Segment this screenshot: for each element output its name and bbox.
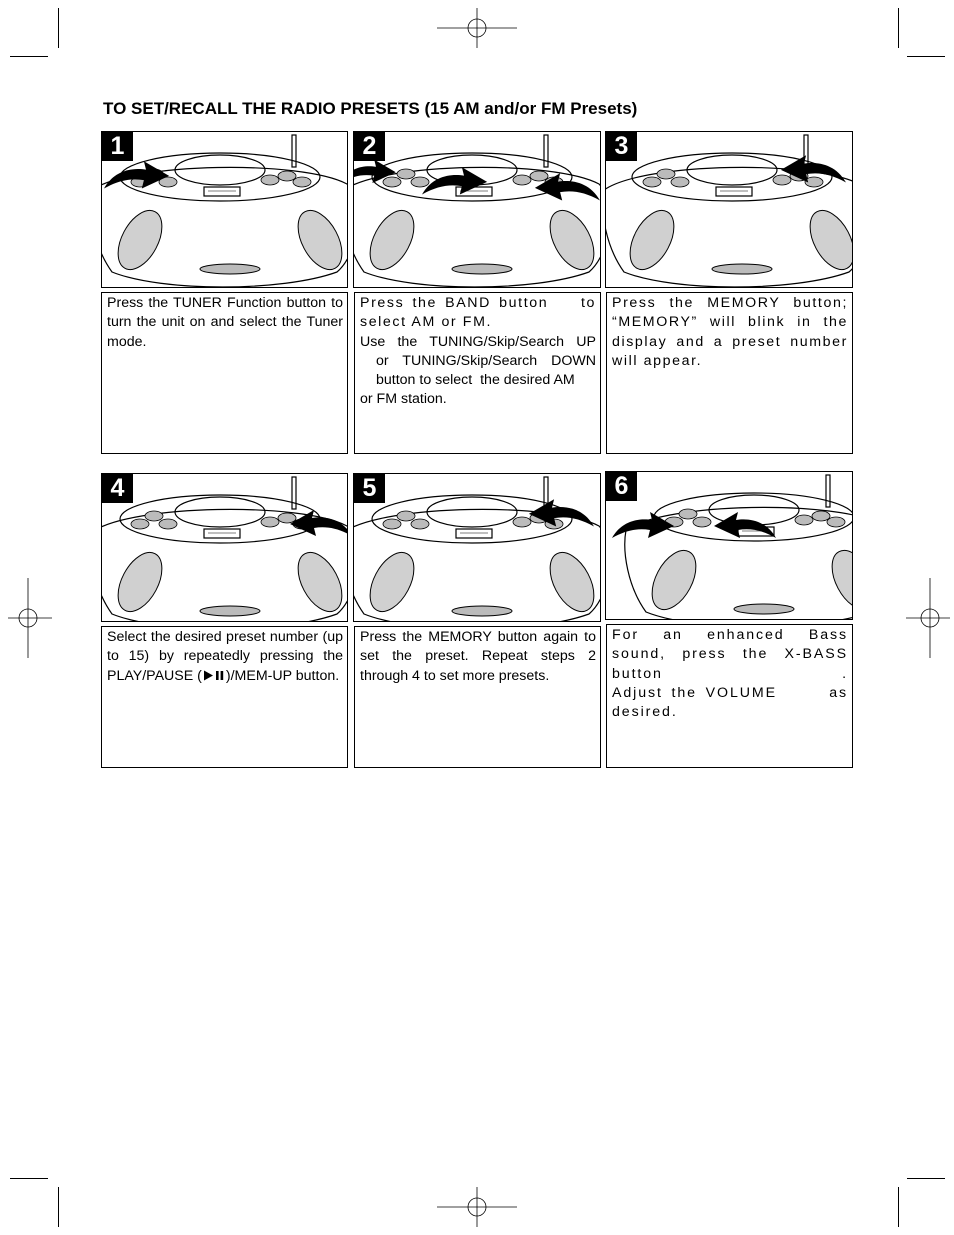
display-window xyxy=(716,187,752,196)
registration-mark-top xyxy=(437,8,517,48)
left-speaker xyxy=(643,543,705,616)
boombox-drawing xyxy=(354,477,601,622)
left-speaker xyxy=(361,203,423,276)
crop-mark xyxy=(907,56,945,57)
antenna xyxy=(292,135,296,167)
control-button xyxy=(657,169,675,179)
control-button xyxy=(693,517,711,527)
step-6-text xyxy=(606,624,853,768)
registration-mark-left xyxy=(8,578,52,658)
display-window xyxy=(456,529,492,538)
control-button xyxy=(671,177,689,187)
left-speaker xyxy=(361,545,423,618)
step-4-illustration xyxy=(101,473,348,622)
step-text-line: Select the desired preset number (up to 15) by repeatedly pressing the PLAY/PAUSE ( )/MEM-UP button. xyxy=(107,628,343,687)
right-speaker xyxy=(289,203,348,276)
right-speaker xyxy=(541,545,601,618)
cd-lid xyxy=(427,497,517,527)
step-text-line: or FM station. xyxy=(360,391,447,408)
control-button xyxy=(397,511,415,521)
step-4-text xyxy=(101,626,348,768)
step-number-badge: 4 xyxy=(102,474,133,503)
antenna xyxy=(544,135,548,167)
crop-mark xyxy=(898,8,899,48)
step-text-line: Press the BAND button to select AM or FM. xyxy=(360,295,602,331)
right-speaker xyxy=(541,203,601,276)
registration-mark-right xyxy=(906,578,950,658)
step-text-line: Adjust the VOLUME as desired. xyxy=(612,684,854,721)
cd-lid xyxy=(709,495,799,525)
cd-lid xyxy=(687,155,777,185)
crop-mark xyxy=(10,56,48,57)
control-button xyxy=(278,513,296,523)
right-speaker xyxy=(289,545,348,618)
step-text-line: or TUNING/Skip/Search DOWN xyxy=(376,352,596,369)
page-title: TO SET/RECALL THE RADIO PRESETS (15 AM and/or FM Presets) xyxy=(103,99,638,118)
antenna xyxy=(804,135,808,167)
step-text-line: Press the MEMORY button; “MEMORY” will blink in the display and a preset number will appear. xyxy=(612,295,848,369)
step-2-text xyxy=(354,292,601,454)
step-number-badge: 5 xyxy=(354,474,385,503)
step-text-line: Use the TUNING/Skip/Search UP xyxy=(360,333,596,350)
step-2-illustration xyxy=(353,131,601,288)
step-3-illustration xyxy=(605,131,853,288)
step-1-illustration xyxy=(101,131,348,288)
control-button xyxy=(411,519,429,529)
step-5-text xyxy=(354,626,601,768)
right-speaker xyxy=(823,543,853,616)
control-button xyxy=(795,515,813,525)
control-button xyxy=(293,177,311,187)
bottom-slot xyxy=(452,264,512,274)
bottom-slot xyxy=(200,264,260,274)
antenna xyxy=(292,477,296,509)
bottom-slot xyxy=(452,606,512,616)
control-button xyxy=(679,509,697,519)
control-button xyxy=(773,175,791,185)
control-button xyxy=(278,171,296,181)
antenna xyxy=(826,475,830,507)
crop-mark xyxy=(10,1178,48,1179)
control-button xyxy=(261,175,279,185)
boombox-drawing xyxy=(102,135,348,287)
control-button xyxy=(383,177,401,187)
control-button xyxy=(145,511,163,521)
step-number-badge: 2 xyxy=(354,132,385,161)
control-button xyxy=(397,169,415,179)
step-text-line: Press the MEMORY button again to set the preset. Repeat steps 2 through 4 to set more presets. xyxy=(360,629,596,684)
left-speaker xyxy=(621,203,683,276)
display-window xyxy=(204,529,240,538)
right-speaker xyxy=(801,203,853,276)
bottom-slot xyxy=(712,264,772,274)
registration-mark-bottom xyxy=(437,1187,517,1227)
left-speaker xyxy=(109,203,171,276)
display-window xyxy=(204,187,240,196)
step-1-text xyxy=(101,292,348,454)
crop-mark xyxy=(907,1178,945,1179)
control-button xyxy=(643,177,661,187)
play-pause-icon xyxy=(202,668,226,687)
step-text-line: Press the TUNER Function button to turn the unit on and select the Tuner mode. xyxy=(107,295,343,350)
step-5-illustration xyxy=(353,473,601,622)
boombox-drawing xyxy=(625,475,853,620)
step-6-illustration xyxy=(605,471,853,620)
cd-lid xyxy=(175,497,265,527)
bottom-slot xyxy=(734,604,794,614)
control-button xyxy=(827,517,845,527)
control-button xyxy=(159,519,177,529)
control-button xyxy=(411,177,429,187)
control-button xyxy=(513,175,531,185)
control-button xyxy=(812,511,830,521)
step-number-badge: 6 xyxy=(606,472,637,501)
step-number-badge: 3 xyxy=(606,132,637,161)
control-button xyxy=(383,519,401,529)
crop-mark xyxy=(58,1187,59,1227)
boombox-drawing xyxy=(354,135,601,287)
step-text-line: For an enhanced Bass sound, press the X-BASS button . xyxy=(612,627,854,682)
left-speaker xyxy=(109,545,171,618)
cd-lid xyxy=(175,155,265,185)
crop-mark xyxy=(898,1187,899,1227)
step-3-text xyxy=(606,292,853,454)
crop-mark xyxy=(58,8,59,48)
control-button xyxy=(261,517,279,527)
control-button xyxy=(530,171,548,181)
control-button xyxy=(131,519,149,529)
bottom-slot xyxy=(200,606,260,616)
boombox-drawing xyxy=(606,135,853,287)
boombox-drawing xyxy=(102,477,348,622)
step-number-badge: 1 xyxy=(102,132,133,161)
control-button xyxy=(513,517,531,527)
step-text-line: button to select the desired AM xyxy=(376,372,575,389)
